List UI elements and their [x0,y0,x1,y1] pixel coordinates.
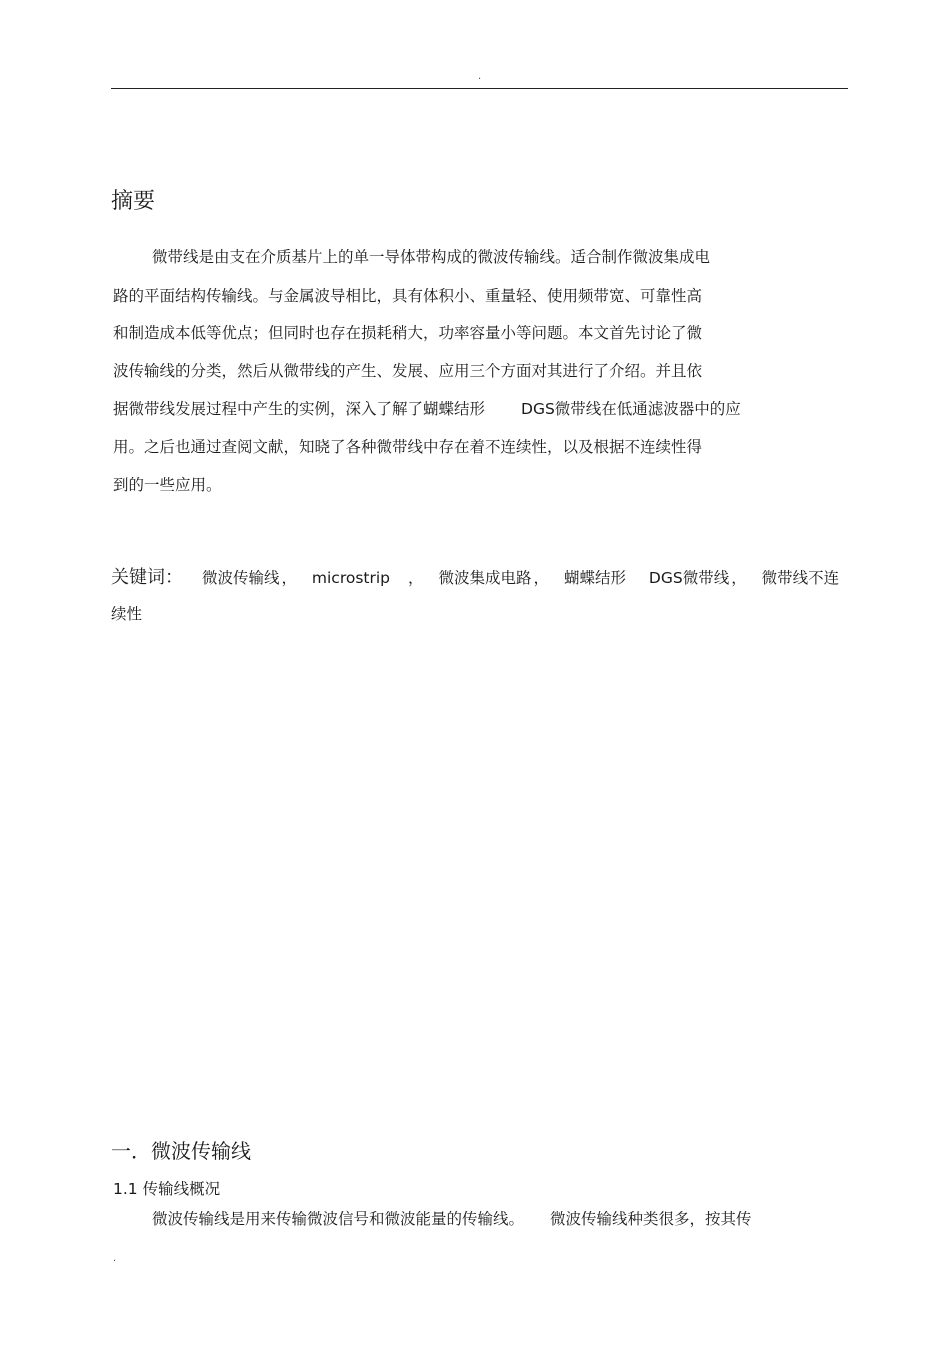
keyword-item: 微波集成电路 [438,569,532,587]
keyword-item: microstrip [311,569,391,587]
header-dot: . [478,71,482,82]
keyword-separator: ， [731,569,747,587]
keyword-item: 微带线不连 [761,569,840,587]
keyword-separator: ， [533,569,550,587]
keyword-item: DGS微带线 [648,569,730,587]
keywords-label: 关键词： [111,567,183,588]
section-body-head: 微波传输线是用来传输微波信号和微波能量的传输线。 [152,1210,525,1228]
abstract-title: 摘要 [111,189,156,214]
abstract-line-6: 用。之后也通过查阅文献，知晓了各种微带线中存在着不连续性，以及根据不连续性得 [113,438,703,456]
abstract-line-3: 和制造成本低等优点；但同时也存在损耗稍大，功率容量小等问题。本文首先讨论了微 [113,324,703,342]
subsection-title: 1.1 传输线概况 [113,1180,221,1198]
abstract-line-5-tail: DGS微带线在低通滤波器中的应 [521,400,741,418]
section-body-line [152,1208,752,1230]
abstract-line-5-head: 据微带线发展过程中产生的实例，深入了解了蝴蝶结形 [113,400,486,418]
page-header [111,70,848,89]
section-title: 一．微波传输线 [111,1139,251,1163]
section-body-tail: 微波传输线种类很多，按其传 [550,1210,752,1228]
abstract-line-2: 路的平面结构传输线。与金属波导相比，具有体积小、重量轻、使用频带宽、可靠性高 [113,287,703,305]
keyword-separator: ， [281,569,297,587]
keyword-item: 微波传输线 [201,569,280,587]
abstract-line-1: 微带线是由支在介质基片上的单一导体带构成的微波传输线。适合制作微波集成电 [152,248,711,266]
abstract-line-5 [113,398,741,420]
abstract-line-7: 到的一些应用。 [113,476,222,494]
abstract-line-4: 波传输线的分类，然后从微带线的产生、发展、应用三个方面对其进行了介绍。并且依 [113,362,703,380]
keywords-line [111,565,839,591]
keywords-continuation: 续性 [111,605,143,623]
footer-dot: . [113,1253,117,1264]
keyword-item: 蝴蝶结形 [563,569,626,587]
keyword-separator: ， [408,569,424,587]
